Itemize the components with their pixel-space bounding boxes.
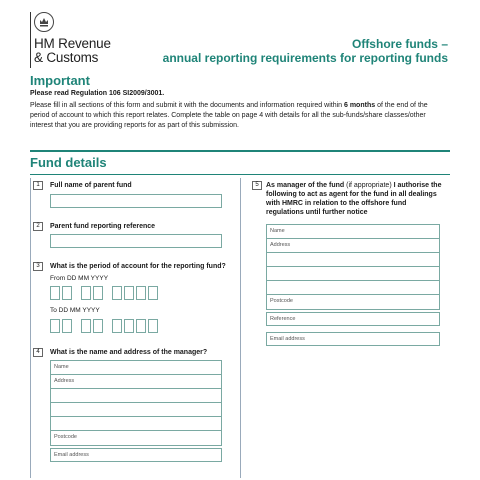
- to-month-digit-2[interactable]: [93, 319, 103, 333]
- manager-address-block: [50, 360, 222, 446]
- question-number: 4: [33, 348, 43, 357]
- agent-reference-field[interactable]: Reference: [266, 312, 440, 326]
- manager-name-field[interactable]: Name: [51, 361, 221, 375]
- agent-address-field[interactable]: Address: [267, 239, 439, 253]
- q3-label: What is the period of account for the reporting fund?: [50, 263, 226, 270]
- from-date-label: From DD MM YYYY: [50, 275, 109, 282]
- manager-address-field[interactable]: Address: [51, 375, 221, 389]
- intro-text: Please fill in all sections of this form and submit it with the documents and information required within 6 months of the end of the period of account to which this report relates. Complete the table on page 4 with details for all the sub-funds/share classes/other interest that you are providing reports for as part of this submission.: [30, 102, 428, 129]
- agent-address-line[interactable]: [267, 281, 439, 295]
- question-number: 5: [252, 181, 262, 190]
- q4-label: What is the name and address of the manager?: [50, 349, 208, 356]
- manager-address-line[interactable]: [51, 389, 221, 403]
- column-divider: [240, 178, 241, 478]
- from-month-digit-2[interactable]: [93, 286, 103, 300]
- manager-address-line[interactable]: [51, 417, 221, 431]
- to-day-digit-1[interactable]: [50, 319, 60, 333]
- from-year-digit-4[interactable]: [148, 286, 158, 300]
- agent-name-field[interactable]: Name: [267, 225, 439, 239]
- regulation-note: Please read Regulation 106 SI2009/3001.: [30, 90, 165, 97]
- parent-fund-name-field[interactable]: [50, 194, 222, 208]
- from-day-digit-2[interactable]: [62, 286, 72, 300]
- q2-label: Parent fund reporting reference: [50, 223, 156, 230]
- section-rule: [30, 150, 450, 152]
- manager-address-line[interactable]: [51, 403, 221, 417]
- agent-address-line[interactable]: [267, 253, 439, 267]
- agent-address-block: [266, 224, 440, 310]
- agent-postcode-field[interactable]: Postcode: [270, 298, 293, 304]
- section-rule: [30, 174, 450, 175]
- logo-divider: [30, 12, 31, 68]
- form-title: Offshore funds – annual reporting requirements for reporting funds: [162, 37, 448, 65]
- q1-label: Full name of parent fund: [50, 182, 132, 189]
- from-day-digit-1[interactable]: [50, 286, 60, 300]
- parent-fund-reference-field[interactable]: [50, 234, 222, 248]
- to-year-digit-4[interactable]: [148, 319, 158, 333]
- column-border: [30, 178, 31, 478]
- question-number: 3: [33, 262, 43, 271]
- agent-email-field[interactable]: Email address: [266, 332, 440, 346]
- fund-details-heading: Fund details: [30, 155, 107, 170]
- to-year-digit-3[interactable]: [136, 319, 146, 333]
- important-heading: Important: [30, 73, 90, 88]
- to-date-label: To DD MM YYYY: [50, 307, 100, 314]
- to-month-digit-1[interactable]: [81, 319, 91, 333]
- manager-email-field[interactable]: Email address: [50, 448, 222, 462]
- to-year-digit-1[interactable]: [112, 319, 122, 333]
- to-day-digit-2[interactable]: [62, 319, 72, 333]
- question-number: 2: [33, 222, 43, 231]
- from-year-digit-2[interactable]: [124, 286, 134, 300]
- to-year-digit-2[interactable]: [124, 319, 134, 333]
- manager-postcode-field[interactable]: Postcode: [54, 434, 77, 440]
- hmrc-logo-text: HM Revenue & Customs: [34, 36, 111, 65]
- agent-address-line[interactable]: [267, 267, 439, 281]
- from-year-digit-3[interactable]: [136, 286, 146, 300]
- royal-crest-icon: [34, 12, 54, 32]
- question-number: 1: [33, 181, 43, 190]
- from-year-digit-1[interactable]: [112, 286, 122, 300]
- q5-label: As manager of the fund (if appropriate) I authorise the following to act as agent for the fund in all dealings with HMRC in relation to the offshore fund regulations until further notice: [266, 182, 442, 216]
- from-month-digit-1[interactable]: [81, 286, 91, 300]
